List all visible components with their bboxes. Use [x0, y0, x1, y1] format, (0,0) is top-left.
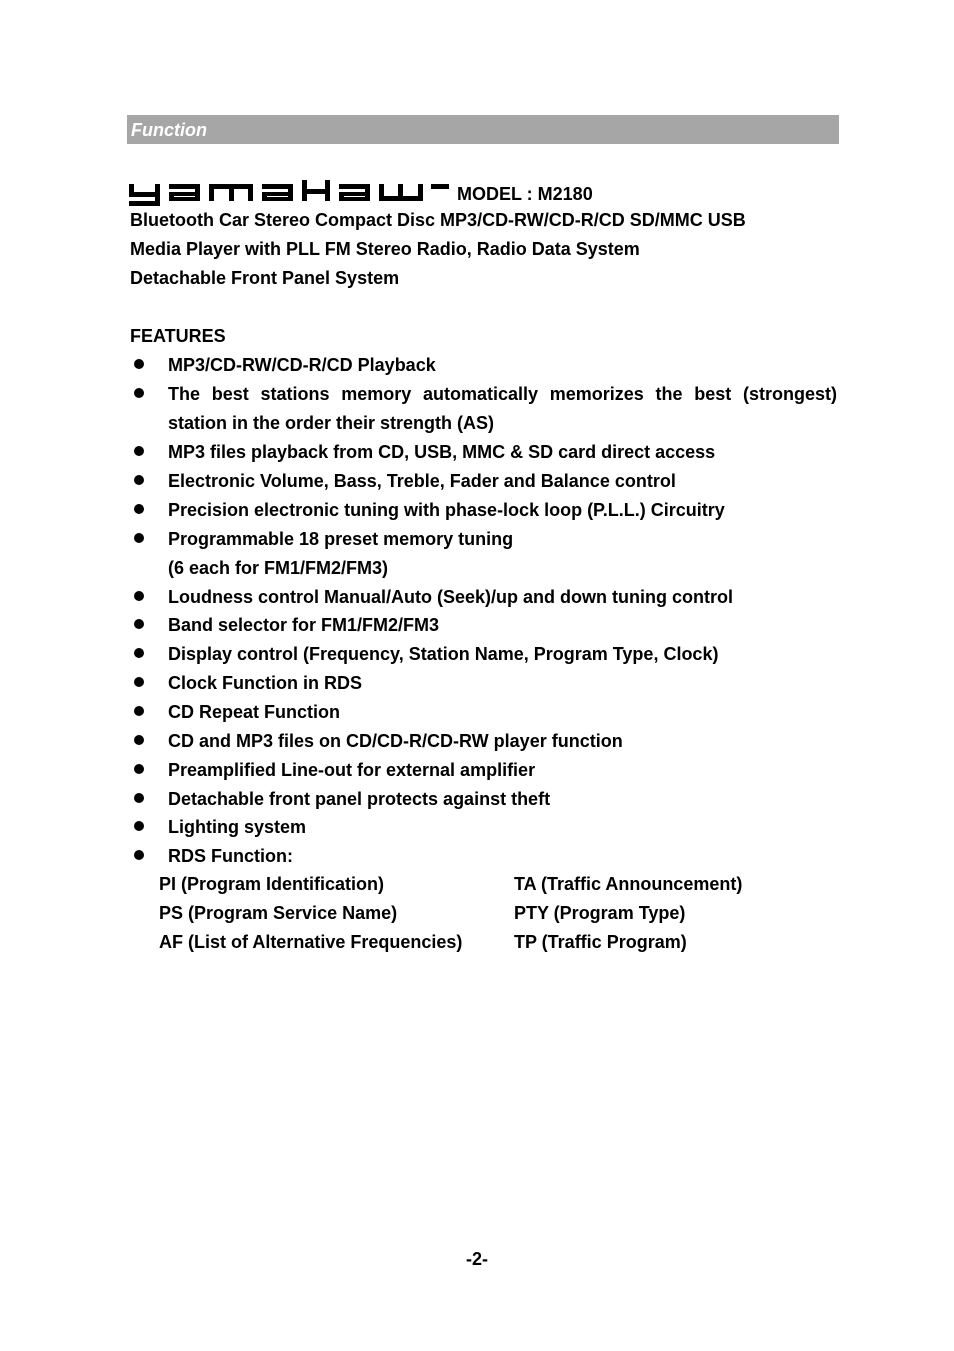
rds-item: PI (Program Identification): [159, 874, 385, 894]
list-item-continuation: station in the order their strength (AS): [168, 413, 495, 433]
list-item: Display control (Frequency, Station Name, Program Type, Clock): [168, 644, 719, 664]
list-item: Band selector for FM1/FM2/FM3: [168, 615, 440, 635]
list-item: CD Repeat Function: [168, 702, 341, 722]
bullet-icon: [134, 619, 144, 629]
bullet-icon: [134, 533, 144, 543]
list-item: Loudness control Manual/Auto (Seek)/up and down tuning control: [168, 587, 733, 607]
list-item: MP3/CD-RW/CD-R/CD Playback: [168, 355, 436, 375]
bullet-icon: [134, 475, 144, 485]
description-line-1: Bluetooth Car Stereo Compact Disc MP3/CD-RW/CD-R/CD SD/MMC USB: [130, 210, 746, 230]
description-line-2: Media Player with PLL FM Stereo Radio, Radio Data System: [130, 239, 640, 259]
features-heading: FEATURES: [130, 326, 226, 346]
bullet-icon: [134, 648, 144, 658]
bullet-icon: [134, 359, 144, 369]
list-item: Preamplified Line-out for external amplifier: [168, 760, 536, 780]
list-item: Programmable 18 preset memory tuning: [168, 529, 514, 549]
list-item: The best stations memory automatically memorizes the best (strongest): [168, 384, 837, 404]
bullet-icon: [134, 446, 144, 456]
yamakawa-logo: [129, 180, 449, 206]
page-number: -2-: [466, 1249, 488, 1269]
list-item: Clock Function in RDS: [168, 673, 363, 693]
section-header-bar: [127, 115, 839, 144]
bullet-icon: [134, 677, 144, 687]
bullet-icon: [134, 591, 144, 601]
rds-item: PTY (Program Type): [514, 903, 686, 923]
rds-item: AF (List of Alternative Frequencies): [159, 932, 463, 952]
rds-item: TA (Traffic Announcement): [514, 874, 743, 894]
bullet-icon: [134, 850, 144, 860]
bullet-icon: [134, 388, 144, 398]
rds-item: TP (Traffic Program): [514, 932, 687, 952]
model-number: MODEL : M2180: [457, 184, 593, 204]
bullet-icon: [134, 504, 144, 514]
list-item: Electronic Volume, Bass, Treble, Fader and Balance control: [168, 471, 676, 491]
list-item: CD and MP3 files on CD/CD-R/CD-RW player function: [168, 731, 623, 751]
bullet-icon: [134, 706, 144, 716]
bullet-icon: [134, 735, 144, 745]
list-item: Lighting system: [168, 817, 307, 837]
list-item: RDS Function:: [168, 846, 293, 866]
list-item: Detachable front panel protects against theft: [168, 789, 551, 809]
list-item-continuation: (6 each for FM1/FM2/FM3): [168, 558, 389, 578]
list-item: MP3 files playback from CD, USB, MMC & SD card direct access: [168, 442, 716, 462]
brand-row: [129, 176, 593, 206]
bullet-icon: [134, 821, 144, 831]
bullet-icon: [134, 793, 144, 803]
rds-item: PS (Program Service Name): [159, 903, 398, 923]
section-title: Function: [131, 120, 207, 140]
list-item: Precision electronic tuning with phase-lock loop (P.L.L.) Circuitry: [168, 500, 725, 520]
bullet-icon: [134, 764, 144, 774]
description-line-3: Detachable Front Panel System: [130, 268, 400, 288]
